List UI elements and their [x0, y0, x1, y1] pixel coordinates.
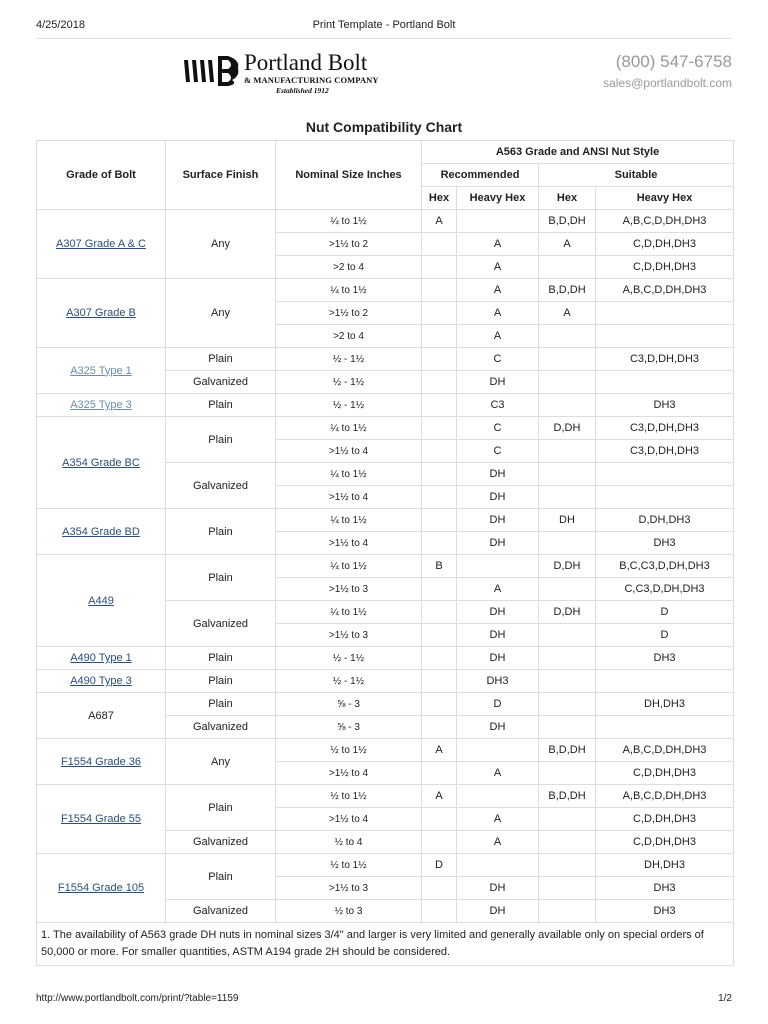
recommended-heavy-hex: DH: [457, 716, 539, 739]
nominal-size: ¼ to 1½: [276, 417, 422, 440]
surface-finish: Plain: [166, 417, 276, 463]
suitable-heavy-hex: [596, 302, 734, 325]
recommended-hex: [422, 532, 457, 555]
nominal-size: >2 to 4: [276, 256, 422, 279]
nominal-size: >1½ to 4: [276, 762, 422, 785]
recommended-hex: [422, 417, 457, 440]
surface-finish: Plain: [166, 647, 276, 670]
table-row: [37, 854, 734, 877]
suitable-heavy-hex: C,D,DH,DH3: [596, 831, 734, 854]
suitable-heavy-hex: [596, 463, 734, 486]
suitable-hex: [539, 348, 596, 371]
company-logo[interactable]: [180, 46, 380, 94]
nominal-size: ½ - 1½: [276, 670, 422, 693]
recommended-heavy-hex: DH: [457, 601, 539, 624]
suitable-heavy-hex: [596, 670, 734, 693]
suitable-hex: D,DH: [539, 555, 596, 578]
bolt-grade[interactable]: A490 Type 1: [37, 647, 166, 670]
suitable-hex: [539, 256, 596, 279]
suitable-hex: B,D,DH: [539, 279, 596, 302]
recommended-heavy-hex: A: [457, 325, 539, 348]
suitable-heavy-hex: DH3: [596, 394, 734, 417]
print-url[interactable]: http://www.portlandbolt.com/print/?table=1159: [36, 993, 239, 1004]
recommended-hex: [422, 279, 457, 302]
table-row: [37, 279, 734, 302]
suitable-hex: [539, 693, 596, 716]
logo-subtitle: & MANUFACTURING COMPANY: [244, 75, 379, 85]
recommended-heavy-hex: DH: [457, 509, 539, 532]
header-suitable: Suitable: [539, 164, 734, 187]
suitable-heavy-hex: D,DH,DH3: [596, 509, 734, 532]
recommended-hex: [422, 509, 457, 532]
page-number: 1/2: [718, 993, 732, 1004]
recommended-heavy-hex: A: [457, 762, 539, 785]
recommended-hex: [422, 325, 457, 348]
nominal-size: ½ - 1½: [276, 647, 422, 670]
suitable-hex: D,DH: [539, 601, 596, 624]
recommended-hex: [422, 371, 457, 394]
nominal-size: >1½ to 4: [276, 486, 422, 509]
suitable-hex: [539, 877, 596, 900]
suitable-heavy-hex: C,C3,D,DH,DH3: [596, 578, 734, 601]
bolt-grade[interactable]: A354 Grade BD: [37, 509, 166, 555]
recommended-hex: [422, 302, 457, 325]
header-recommended: Recommended: [422, 164, 539, 187]
suitable-hex: B,D,DH: [539, 210, 596, 233]
table-row: [37, 509, 734, 532]
surface-finish: Plain: [166, 693, 276, 716]
table-row: [37, 555, 734, 578]
nominal-size: >1½ to 4: [276, 808, 422, 831]
nominal-size: ¼ to 1½: [276, 509, 422, 532]
nominal-size: >2 to 4: [276, 325, 422, 348]
surface-finish: Plain: [166, 854, 276, 900]
nut-compatibility-table: [36, 140, 734, 966]
table-row: [37, 670, 734, 693]
suitable-hex: A: [539, 233, 596, 256]
nominal-size: ¼ to 1½: [276, 463, 422, 486]
suitable-hex: [539, 394, 596, 417]
suitable-hex: [539, 808, 596, 831]
table-row: [37, 739, 734, 762]
bolt-grade[interactable]: A325 Type 3: [37, 394, 166, 417]
recommended-hex: [422, 578, 457, 601]
bolt-grade[interactable]: A307 Grade A & C: [37, 210, 166, 279]
suitable-hex: [539, 762, 596, 785]
recommended-heavy-hex: [457, 785, 539, 808]
contact-info: [603, 52, 732, 90]
phone-number[interactable]: (800) 547-6758: [615, 52, 732, 71]
suitable-heavy-hex: C3,D,DH,DH3: [596, 417, 734, 440]
nominal-size: ½ to 1½: [276, 854, 422, 877]
suitable-hex: A: [539, 302, 596, 325]
bolt-grade[interactable]: F1554 Grade 36: [37, 739, 166, 785]
table-row: [37, 693, 734, 716]
print-header: [0, 0, 768, 36]
recommended-heavy-hex: DH: [457, 532, 539, 555]
suitable-heavy-hex: [596, 325, 734, 348]
suitable-hex: [539, 900, 596, 923]
surface-finish: Any: [166, 210, 276, 279]
surface-finish: Any: [166, 279, 276, 348]
suitable-heavy-hex: DH3: [596, 647, 734, 670]
suitable-hex: [539, 854, 596, 877]
suitable-heavy-hex: C,D,DH,DH3: [596, 808, 734, 831]
recommended-heavy-hex: A: [457, 808, 539, 831]
recommended-heavy-hex: DH3: [457, 670, 539, 693]
email-address[interactable]: sales@portlandbolt.com: [603, 76, 732, 90]
suitable-heavy-hex: C,D,DH,DH3: [596, 233, 734, 256]
surface-finish: Plain: [166, 509, 276, 555]
recommended-hex: [422, 601, 457, 624]
nominal-size: ½ to 1½: [276, 739, 422, 762]
nominal-size: ⅝ - 3: [276, 693, 422, 716]
header-finish: Surface Finish: [166, 141, 276, 210]
suitable-hex: [539, 532, 596, 555]
suitable-heavy-hex: DH,DH3: [596, 854, 734, 877]
bolt-grade[interactable]: A354 Grade BC: [37, 417, 166, 509]
recommended-hex: [422, 762, 457, 785]
recommended-hex: [422, 831, 457, 854]
table-row: [37, 394, 734, 417]
nominal-size: >1½ to 3: [276, 578, 422, 601]
recommended-heavy-hex: [457, 739, 539, 762]
recommended-heavy-hex: A: [457, 831, 539, 854]
recommended-heavy-hex: [457, 555, 539, 578]
nominal-size: >1½ to 4: [276, 532, 422, 555]
bolt-grade[interactable]: F1554 Grade 55: [37, 785, 166, 854]
header-suit-heavy-hex: Heavy Hex: [596, 187, 734, 210]
recommended-hex: [422, 486, 457, 509]
suitable-heavy-hex: [596, 716, 734, 739]
suitable-heavy-hex: C,D,DH,DH3: [596, 762, 734, 785]
recommended-heavy-hex: [457, 854, 539, 877]
suitable-heavy-hex: D: [596, 601, 734, 624]
bolt-logo-icon: [182, 56, 242, 86]
table-row: [37, 210, 734, 233]
recommended-hex: B: [422, 555, 457, 578]
recommended-hex: [422, 716, 457, 739]
recommended-hex: A: [422, 785, 457, 808]
nominal-size: ¼ to 1½: [276, 279, 422, 302]
nominal-size: >1½ to 2: [276, 233, 422, 256]
recommended-hex: A: [422, 210, 457, 233]
suitable-hex: B,D,DH: [539, 785, 596, 808]
suitable-heavy-hex: DH3: [596, 532, 734, 555]
recommended-heavy-hex: DH: [457, 463, 539, 486]
surface-finish: Plain: [166, 555, 276, 601]
suitable-heavy-hex: [596, 371, 734, 394]
surface-finish: Plain: [166, 348, 276, 371]
suitable-heavy-hex: DH3: [596, 900, 734, 923]
recommended-hex: [422, 256, 457, 279]
surface-finish: Plain: [166, 394, 276, 417]
suitable-hex: D,DH: [539, 417, 596, 440]
recommended-heavy-hex: C: [457, 440, 539, 463]
suitable-heavy-hex: DH3: [596, 877, 734, 900]
recommended-heavy-hex: A: [457, 279, 539, 302]
bolt-grade[interactable]: F1554 Grade 105: [37, 854, 166, 923]
surface-finish: Plain: [166, 670, 276, 693]
header-group: A563 Grade and ANSI Nut Style: [422, 141, 734, 164]
suitable-heavy-hex: A,B,C,D,DH,DH3: [596, 739, 734, 762]
print-title: Print Template - Portland Bolt: [312, 19, 456, 31]
recommended-hex: A: [422, 739, 457, 762]
recommended-heavy-hex: DH: [457, 877, 539, 900]
suitable-hex: B,D,DH: [539, 739, 596, 762]
nominal-size: ½ - 1½: [276, 394, 422, 417]
suitable-hex: [539, 578, 596, 601]
recommended-heavy-hex: D: [457, 693, 539, 716]
recommended-heavy-hex: [457, 210, 539, 233]
recommended-heavy-hex: C: [457, 348, 539, 371]
nominal-size: ⅝ - 3: [276, 716, 422, 739]
recommended-hex: [422, 647, 457, 670]
recommended-heavy-hex: A: [457, 578, 539, 601]
recommended-heavy-hex: DH: [457, 486, 539, 509]
recommended-hex: [422, 394, 457, 417]
recommended-heavy-hex: DH: [457, 624, 539, 647]
suitable-heavy-hex: A,B,C,D,DH,DH3: [596, 210, 734, 233]
chart-title: Nut Compatibility Chart: [305, 119, 463, 135]
suitable-heavy-hex: [596, 486, 734, 509]
suitable-hex: [539, 831, 596, 854]
bolt-grade[interactable]: A325 Type 1: [37, 348, 166, 394]
footnote: 1. The availability of A563 grade DH nuts in nominal sizes 3/4" and larger is very limited and generally available only on special orders of 50,000 or more. For smaller quantities, ASTM A194 grade 2H should be considered.: [37, 923, 734, 966]
surface-finish: Any: [166, 739, 276, 785]
header-rec-hex: Hex: [422, 187, 457, 210]
recommended-hex: [422, 463, 457, 486]
recommended-hex: [422, 693, 457, 716]
nominal-size: ½ to 3: [276, 900, 422, 923]
header-suit-hex: Hex: [539, 187, 596, 210]
header-grade: Grade of Bolt: [37, 141, 166, 210]
suitable-heavy-hex: C3,D,DH,DH3: [596, 348, 734, 371]
recommended-hex: D: [422, 854, 457, 877]
table-row: [37, 647, 734, 670]
nominal-size: ½ to 1½: [276, 785, 422, 808]
surface-finish: Galvanized: [166, 831, 276, 854]
suitable-heavy-hex: C,D,DH,DH3: [596, 256, 734, 279]
suitable-hex: [539, 624, 596, 647]
nominal-size: ½ to 4: [276, 831, 422, 854]
header-divider: [36, 38, 732, 39]
bolt-grade[interactable]: A449: [37, 555, 166, 647]
suitable-heavy-hex: A,B,C,D,DH,DH3: [596, 279, 734, 302]
header-rec-heavy-hex: Heavy Hex: [457, 187, 539, 210]
suitable-hex: [539, 486, 596, 509]
table-row: [37, 348, 734, 371]
nominal-size: >1½ to 4: [276, 440, 422, 463]
recommended-heavy-hex: C3: [457, 394, 539, 417]
recommended-heavy-hex: A: [457, 256, 539, 279]
recommended-hex: [422, 670, 457, 693]
surface-finish: Galvanized: [166, 463, 276, 509]
surface-finish: Plain: [166, 785, 276, 831]
suitable-heavy-hex: DH,DH3: [596, 693, 734, 716]
nominal-size: ½ - 1½: [276, 371, 422, 394]
nominal-size: >1½ to 3: [276, 877, 422, 900]
print-date: 4/25/2018: [36, 19, 85, 31]
suitable-hex: [539, 371, 596, 394]
suitable-hex: DH: [539, 509, 596, 532]
table-body: [37, 210, 734, 923]
suitable-heavy-hex: C3,D,DH,DH3: [596, 440, 734, 463]
recommended-hex: [422, 877, 457, 900]
nominal-size: ¼ to 1½: [276, 555, 422, 578]
suitable-hex: [539, 440, 596, 463]
recommended-heavy-hex: DH: [457, 371, 539, 394]
recommended-hex: [422, 233, 457, 256]
suitable-hex: [539, 647, 596, 670]
surface-finish: Galvanized: [166, 601, 276, 647]
bolt-grade: A687: [37, 693, 166, 739]
recommended-heavy-hex: DH: [457, 900, 539, 923]
recommended-heavy-hex: A: [457, 233, 539, 256]
nominal-size: >1½ to 3: [276, 624, 422, 647]
surface-finish: Galvanized: [166, 371, 276, 394]
recommended-hex: [422, 624, 457, 647]
recommended-heavy-hex: DH: [457, 647, 539, 670]
header-size: Nominal Size Inches: [276, 141, 422, 210]
logo-established: Established 1912: [276, 86, 329, 95]
surface-finish: Galvanized: [166, 900, 276, 923]
suitable-hex: [539, 716, 596, 739]
nominal-size: ½ - 1½: [276, 348, 422, 371]
recommended-heavy-hex: C: [457, 417, 539, 440]
logo-name: Portland Bolt: [244, 50, 368, 75]
nominal-size: ¼ to 1½: [276, 210, 422, 233]
suitable-heavy-hex: B,C,C3,D,DH,DH3: [596, 555, 734, 578]
recommended-hex: [422, 900, 457, 923]
bolt-grade[interactable]: A490 Type 3: [37, 670, 166, 693]
suitable-heavy-hex: A,B,C,D,DH,DH3: [596, 785, 734, 808]
suitable-hex: [539, 463, 596, 486]
suitable-hex: [539, 325, 596, 348]
suitable-heavy-hex: D: [596, 624, 734, 647]
surface-finish: Galvanized: [166, 716, 276, 739]
bolt-grade[interactable]: A307 Grade B: [37, 279, 166, 348]
recommended-hex: [422, 440, 457, 463]
recommended-hex: [422, 348, 457, 371]
suitable-hex: [539, 670, 596, 693]
recommended-heavy-hex: A: [457, 302, 539, 325]
recommended-hex: [422, 808, 457, 831]
table-row: [37, 785, 734, 808]
nominal-size: >1½ to 2: [276, 302, 422, 325]
nominal-size: ¼ to 1½: [276, 601, 422, 624]
table-row: [37, 417, 734, 440]
